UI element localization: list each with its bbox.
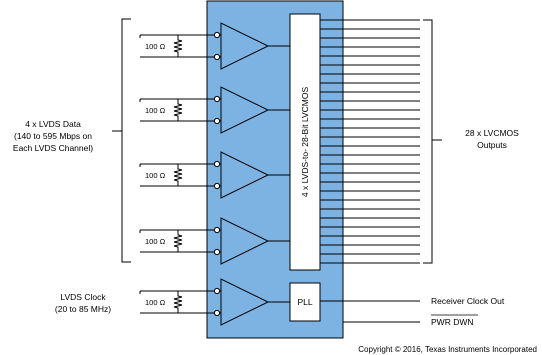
resistor-label: 100 Ω bbox=[145, 171, 166, 180]
clock-input-label-1: LVDS Clock bbox=[60, 292, 106, 302]
input-pin bbox=[214, 249, 219, 254]
data-input-label-3: Each LVDS Channel) bbox=[12, 143, 94, 153]
input-pin bbox=[214, 161, 219, 166]
output-label-2: Outputs bbox=[477, 140, 507, 150]
termination-resistor bbox=[174, 35, 182, 57]
output-label-1: 28 x LVCMOS bbox=[465, 128, 519, 138]
termination-resistor bbox=[174, 99, 182, 121]
input-pin bbox=[214, 32, 219, 37]
converter-label: 4 x LVDS-to- 28-Bit LVCMOS bbox=[300, 86, 310, 198]
input-pin bbox=[214, 96, 219, 101]
input-pin bbox=[214, 118, 219, 123]
input-pin bbox=[214, 227, 219, 232]
resistor-label: 100 Ω bbox=[145, 42, 166, 51]
resistor-label: 100 Ω bbox=[145, 298, 166, 307]
receiver-clock-label: Receiver Clock Out bbox=[431, 296, 505, 306]
resistor-label: 100 Ω bbox=[145, 106, 166, 115]
input-pin bbox=[214, 288, 219, 293]
termination-resistor bbox=[174, 230, 182, 252]
input-pin bbox=[214, 310, 219, 315]
power-down-label: PWR DWN bbox=[431, 317, 474, 327]
pll-label: PLL bbox=[297, 297, 313, 307]
termination-resistor bbox=[174, 164, 182, 186]
data-input-label-1: 4 x LVDS Data bbox=[25, 119, 81, 129]
clock-input-label-2: (20 to 85 MHz) bbox=[54, 304, 112, 314]
termination-resistor bbox=[174, 291, 182, 313]
input-pin bbox=[214, 54, 219, 59]
copyright-text: Copyright © 2016, Texas Instruments Incorporated bbox=[358, 345, 537, 354]
input-bracket bbox=[112, 19, 131, 262]
data-input-label-2: (140 to 595 Mbps on bbox=[14, 131, 92, 141]
input-pin bbox=[214, 183, 219, 188]
output-bracket bbox=[423, 20, 442, 263]
resistor-label: 100 Ω bbox=[145, 237, 166, 246]
